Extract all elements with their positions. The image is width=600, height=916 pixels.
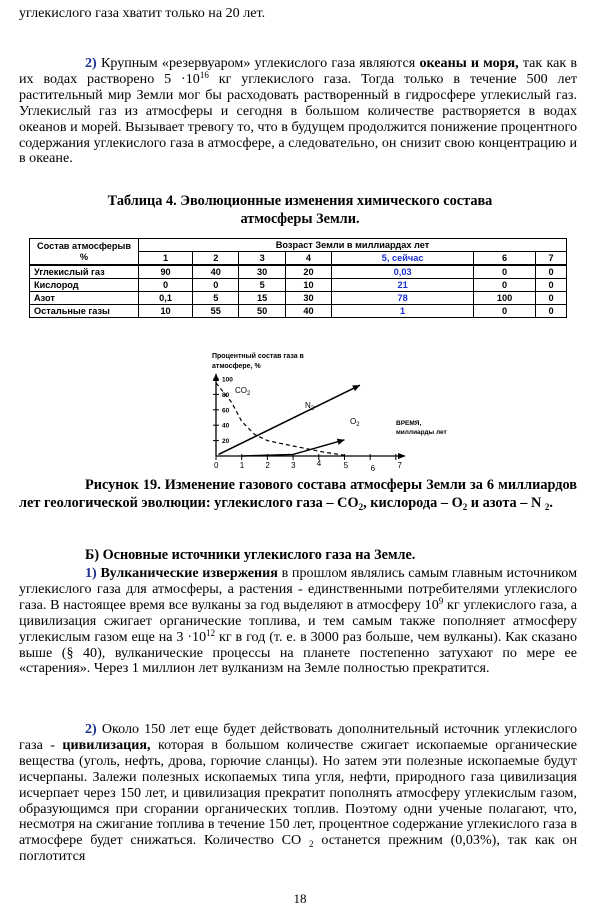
x-ticks — [214, 454, 402, 473]
time-label-line1: ВРЕМЯ, — [396, 420, 422, 427]
row-label: Азот — [30, 292, 139, 305]
table-cell: 21 — [332, 279, 474, 292]
table-cell: 0 — [474, 305, 536, 318]
row-label: Остальные газы — [30, 305, 139, 318]
table-cell: 78 — [332, 292, 474, 305]
age-group-header: Возраст Земли в миллиардах лет — [139, 239, 567, 252]
table-cell: 50 — [239, 305, 285, 318]
page-number: 18 — [293, 891, 307, 906]
age-header-cell: 3 — [239, 252, 285, 266]
top-line: углекислого газа хватит только на 20 лет. — [19, 5, 266, 21]
table-cell: 10 — [285, 279, 331, 292]
paragraph-number: 2) — [85, 55, 97, 71]
gas-composition-chart — [200, 345, 447, 473]
n2-label: $N_2$ — [305, 401, 315, 412]
row-label: Кислород — [30, 279, 139, 292]
table-cell: 100 — [474, 292, 536, 305]
table-cell: 40 — [193, 265, 239, 279]
series-line-o2 — [242, 440, 345, 456]
table-cell: 30 — [285, 292, 331, 305]
table-cell: 0 — [139, 279, 193, 292]
age-header-cell: 5, сейчас — [332, 252, 474, 266]
age-header-cell: 2 — [193, 252, 239, 266]
y-tick-label: 60 — [222, 407, 230, 415]
x-tick-label: 6 — [370, 464, 376, 473]
x-tick-label: 2 — [265, 461, 270, 470]
table-row — [30, 279, 567, 292]
x-tick-label: 0 — [214, 461, 219, 470]
table-cell: 15 — [239, 292, 285, 305]
table-row — [30, 292, 567, 305]
x-tick-label: 4 — [316, 459, 322, 468]
table-cell: 55 — [193, 305, 239, 318]
table-cell: 30 — [239, 265, 285, 279]
paragraph-civilization: 2) Около 150 лет еще будет действовать дополнительный источник углекислого газа - цивилизация, которая в большом количестве сжигает ископаемые органические вещества (уголь, нефть, дрова, горючие сланцы). Но затем эти полезные ископаемые будут исчерпаны. Залежи полезных ископаемых типа угля, нефти, природного газа цивилизация исчерпает через 150 лет, и цивилизация прекратит пополнять атмосферу углекислым газом, образующимся при сгорании органических топлив. Поэтому одни ученые полагают, что, несмотря на сжигание топлива в течение 150 лет, процентное содержание углекислого газа в атмосфере будет снижаться. Количество СО $_2$ останется прежним (0,03%), так как он поглотится — [19, 721, 578, 865]
section-title: Б) Основные источники углекислого газа на Земле. — [85, 547, 416, 563]
table-body — [30, 265, 567, 318]
table-cell: 40 — [285, 305, 331, 318]
x-tick-label: 5 — [343, 461, 349, 470]
figure-caption: Рисунок 19. Изменение газового состава атмосферы Земли за 6 миллиардов лет геологической эволюции: углекислого газа – $СО_2$, кислорода – $О_2$ и азота – N $_2$. — [19, 477, 577, 512]
co2-label: $CO_2$ — [235, 386, 251, 397]
table-caption: Таблица 4. Эволюционные изменения химического состава атмосферы Земли. — [107, 193, 493, 227]
row-label: Углекислый газ — [30, 265, 139, 279]
table-cell: 1 — [332, 305, 474, 318]
composition-header: Состав атмосферыв % — [30, 239, 139, 266]
x-tick-label: 3 — [291, 461, 296, 470]
age-header-cell: 6 — [474, 252, 536, 266]
age-header-cell: 7 — [536, 252, 567, 266]
y-axis-arrow — [213, 373, 219, 381]
composition-table — [29, 238, 567, 318]
paragraph-oceans: 2) Крупным «резервуаром» углекислого газа являются океаны и моря, так как в их водах растворено $5 \cdot 10^{16}$ кг углекислого газа. Тогда только в течение 500 лет растительный мир Земли мог бы расходовать растворенный в гидросфере углекислый газ. Углекислый газ из атмосферы и сегодня в большом количестве растворяется в водах океанов и морей. Вызывает тревогу то, что в будущем продолжится понижение процентного содержания углекислого газа в атмосфере, а следовательно, он снизит свою концентрацию и в океане. — [19, 55, 578, 167]
table-row — [30, 305, 567, 318]
y-tick-label: 100 — [222, 376, 233, 384]
table-cell: 10 — [139, 305, 193, 318]
chart-title-line1: Процентный состав газа в — [212, 353, 304, 360]
y-tick-label: 20 — [222, 438, 230, 446]
age-header-cell: 1 — [139, 252, 193, 266]
table-cell: 0 — [536, 305, 567, 318]
y-tick-label: 40 — [222, 422, 230, 430]
table-cell: 0 — [474, 279, 536, 292]
o2-label: $O_2$ — [350, 417, 360, 428]
table-cell: 5 — [239, 279, 285, 292]
table-cell: 90 — [139, 265, 193, 279]
table-cell: 0,1 — [139, 292, 193, 305]
table-cell: 5 — [193, 292, 239, 305]
paragraph-volcanoes: 1) Вулканические извержения в прошлом являлись самым главным источником углекислого газа для атмосферы, а растения - единственными потребителями углекислого газа. В настоящее время все вулканы за год выделяют в атмосферу $10^9$ кг углекислого газа, а цивилизация сжигает органические топлива, и тем самым также пополняет атмосферу углекислым газом еще на $3 \cdot 10^{12}$ кг в год (т. е. в 3000 раз больше, чем вулканы). Как сказано выше (§ 40), вулканические процессы на планете постепенно затухают по мере ее «старения». Через 1 миллион лет вулканизм на Земле полностью прекратится. — [19, 565, 578, 677]
x-tick-label: 7 — [397, 461, 402, 470]
time-label-line2: миллиарды лет — [396, 429, 447, 436]
table-cell: 0 — [536, 279, 567, 292]
table-cell: 0 — [536, 292, 567, 305]
table-cell: 0,03 — [332, 265, 474, 279]
age-header-cell: 4 — [285, 252, 331, 266]
table-cell: 20 — [285, 265, 331, 279]
y-tick-label: 80 — [222, 391, 230, 399]
table-cell: 0 — [474, 265, 536, 279]
chart-title-line2: атмосфере, % — [212, 363, 261, 370]
x-tick-label: 1 — [239, 461, 245, 470]
x-axis-arrow — [398, 453, 406, 459]
table-cell: 0 — [193, 279, 239, 292]
table-cell: 0 — [536, 265, 567, 279]
table-row — [30, 265, 567, 279]
